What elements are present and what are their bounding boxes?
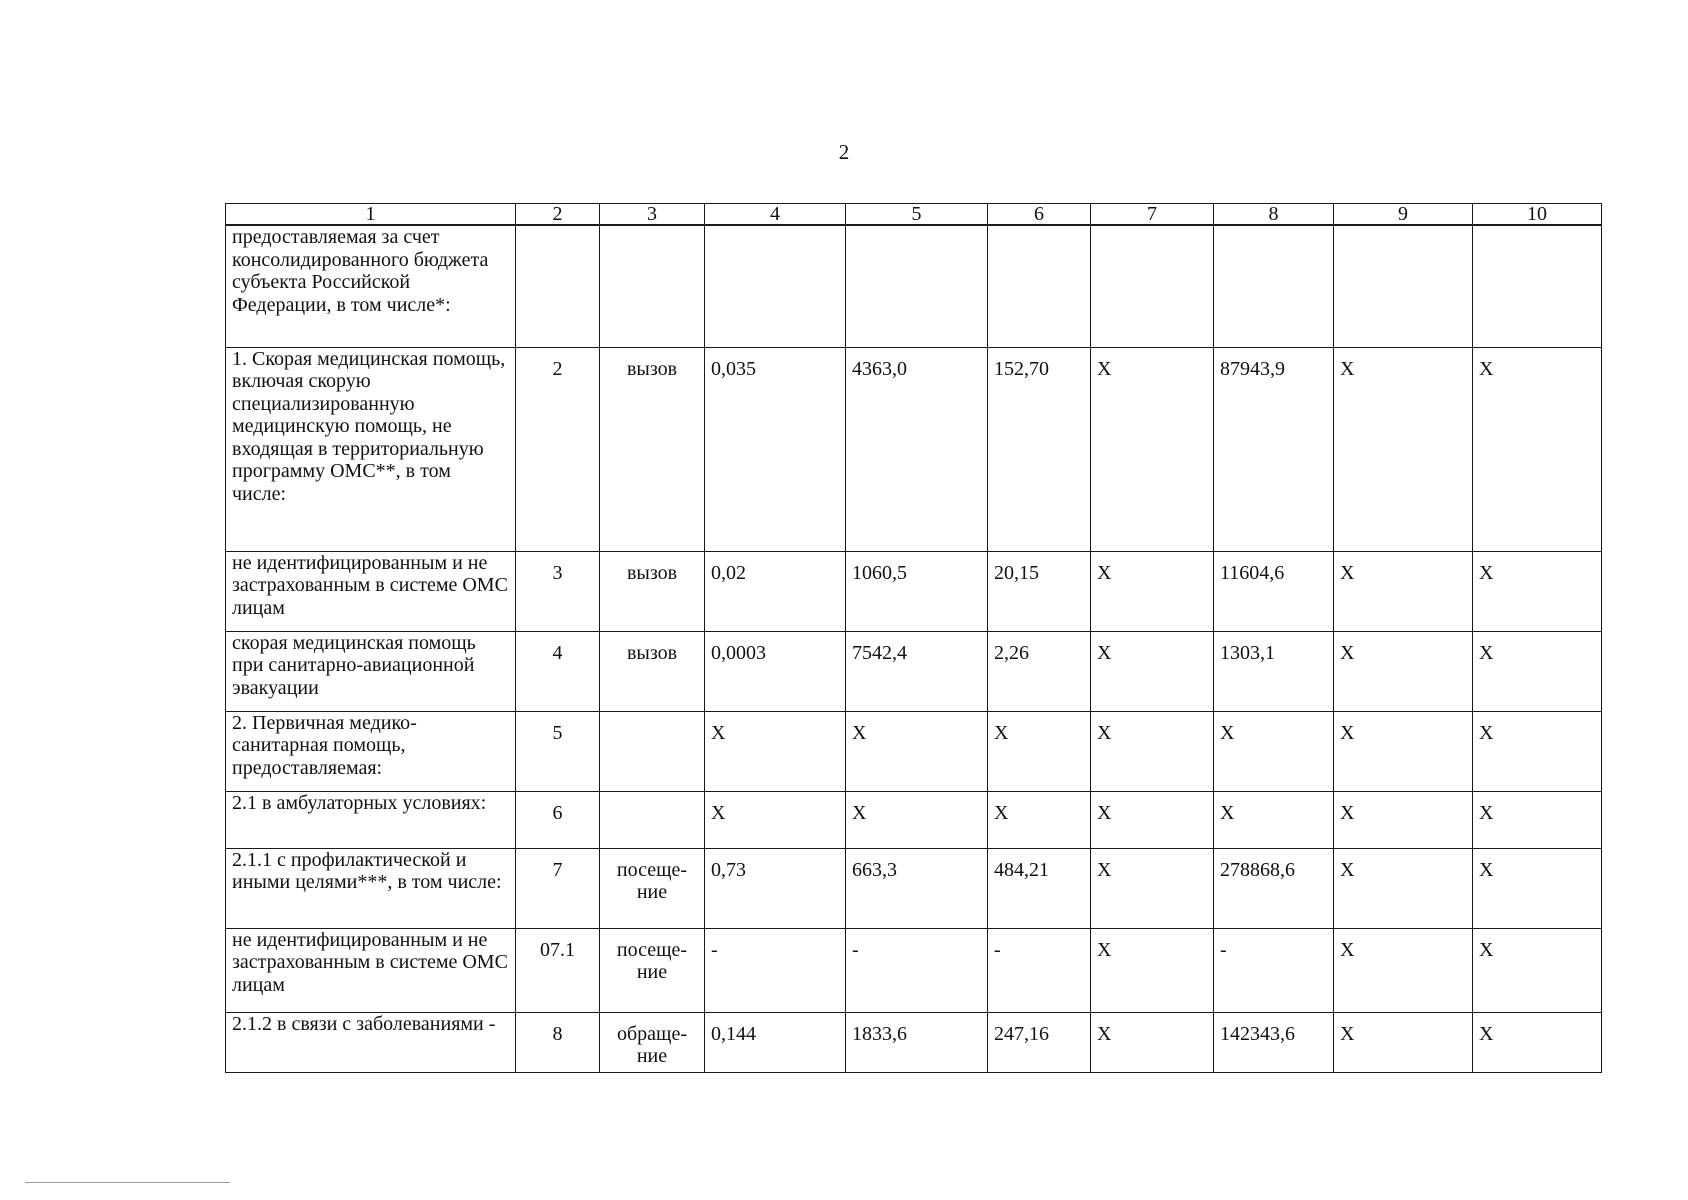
value-cell: X xyxy=(1334,928,1473,1012)
value-cell: 20,15 xyxy=(988,551,1091,631)
row-name-cell: 2.1 в амбулаторных условиях: xyxy=(226,791,516,848)
value-cell: X xyxy=(1334,711,1473,791)
value-cell: 7542,4 xyxy=(846,631,988,711)
value-cell xyxy=(988,225,1091,347)
value-cell: X xyxy=(846,791,988,848)
header-cell: 4 xyxy=(705,204,846,226)
value-cell xyxy=(705,225,846,347)
row-code-cell: 6 xyxy=(516,791,600,848)
row-code-cell xyxy=(516,225,600,347)
table-header-row xyxy=(226,204,1602,226)
row-name-cell: 2.1.1 с профилактической и иными целями***, в том числе: xyxy=(226,848,516,928)
value-cell: X xyxy=(1473,791,1602,848)
unit-cell xyxy=(600,225,705,347)
value-cell: X xyxy=(1091,347,1214,551)
row-name-cell: не идентифицированным и не застрахованным в системе ОМС лицам xyxy=(226,551,516,631)
value-cell: X xyxy=(1334,551,1473,631)
value-cell: X xyxy=(1214,711,1334,791)
value-cell: X xyxy=(1473,551,1602,631)
header-cell: 6 xyxy=(988,204,1091,226)
value-cell: - xyxy=(988,928,1091,1012)
table-row xyxy=(226,551,1602,631)
value-cell: X xyxy=(1334,1012,1473,1072)
value-cell: X xyxy=(1473,1012,1602,1072)
row-name-cell: предоставляемая за счет консолидированного бюджета субъекта Российской Федерации, в том числе*: xyxy=(226,225,516,347)
value-cell: 247,16 xyxy=(988,1012,1091,1072)
header-cell: 9 xyxy=(1334,204,1473,226)
table-row xyxy=(226,631,1602,711)
row-code-cell: 5 xyxy=(516,711,600,791)
header-cell: 2 xyxy=(516,204,600,226)
value-cell xyxy=(1091,225,1214,347)
row-code-cell: 07.1 xyxy=(516,928,600,1012)
value-cell: X xyxy=(1091,551,1214,631)
table-row xyxy=(226,848,1602,928)
table-row xyxy=(226,1012,1602,1072)
unit-cell: посеще-ние xyxy=(600,848,705,928)
value-cell: - xyxy=(846,928,988,1012)
value-cell: 142343,6 xyxy=(1214,1012,1334,1072)
value-cell: X xyxy=(1091,848,1214,928)
table-row xyxy=(226,928,1602,1012)
header-cell: 5 xyxy=(846,204,988,226)
value-cell: X xyxy=(705,711,846,791)
header-cell: 1 xyxy=(226,204,516,226)
unit-cell: посеще-ние xyxy=(600,928,705,1012)
value-cell: X xyxy=(1091,1012,1214,1072)
unit-cell: вызов xyxy=(600,631,705,711)
value-cell: 1060,5 xyxy=(846,551,988,631)
header-cell: 8 xyxy=(1214,204,1334,226)
page-number: 2 xyxy=(838,140,850,164)
value-cell: X xyxy=(1334,631,1473,711)
value-cell: X xyxy=(1334,848,1473,928)
table-row xyxy=(226,225,1602,347)
value-cell xyxy=(1473,225,1602,347)
row-code-cell: 7 xyxy=(516,848,600,928)
value-cell: X xyxy=(1334,347,1473,551)
row-code-cell: 4 xyxy=(516,631,600,711)
value-cell: 11604,6 xyxy=(1214,551,1334,631)
value-cell: X xyxy=(1091,631,1214,711)
value-cell: 663,3 xyxy=(846,848,988,928)
unit-cell: вызов xyxy=(600,551,705,631)
value-cell: 1303,1 xyxy=(1214,631,1334,711)
value-cell: X xyxy=(1091,791,1214,848)
header-cell: 3 xyxy=(600,204,705,226)
value-cell: 4363,0 xyxy=(846,347,988,551)
value-cell: X xyxy=(1334,791,1473,848)
row-code-cell: 3 xyxy=(516,551,600,631)
value-cell: 87943,9 xyxy=(1214,347,1334,551)
row-name-cell: не идентифицированным и не застрахованным в системе ОМС лицам xyxy=(226,928,516,1012)
table-row xyxy=(226,791,1602,848)
data-table xyxy=(225,203,1602,1073)
value-cell: 278868,6 xyxy=(1214,848,1334,928)
value-cell: X xyxy=(1091,928,1214,1012)
row-name-cell: 2. Первичная медико-санитарная помощь, предоставляемая: xyxy=(226,711,516,791)
value-cell: 484,21 xyxy=(988,848,1091,928)
table-row xyxy=(226,711,1602,791)
value-cell: X xyxy=(1473,631,1602,711)
row-name-cell: скорая медицинская помощь при санитарно-авиационной эвакуации xyxy=(226,631,516,711)
value-cell xyxy=(846,225,988,347)
value-cell: X xyxy=(1473,848,1602,928)
table-row xyxy=(226,347,1602,551)
row-name-cell: 2.1.2 в связи с заболеваниями - xyxy=(226,1012,516,1072)
header-cell: 7 xyxy=(1091,204,1214,226)
value-cell: X xyxy=(1091,711,1214,791)
value-cell: 0,035 xyxy=(705,347,846,551)
row-code-cell: 8 xyxy=(516,1012,600,1072)
unit-cell: обраще-ние xyxy=(600,1012,705,1072)
unit-cell xyxy=(600,711,705,791)
header-cell: 10 xyxy=(1473,204,1602,226)
value-cell xyxy=(1214,225,1334,347)
row-name-cell: 1. Скорая медицинская помощь, включая скорую специализированную медицинскую помощь, не входящая в территориальную программу ОМС**, в том числе: xyxy=(226,347,516,551)
value-cell: X xyxy=(1473,711,1602,791)
value-cell xyxy=(1334,225,1473,347)
value-cell: 0,02 xyxy=(705,551,846,631)
value-cell: - xyxy=(705,928,846,1012)
value-cell: X xyxy=(1473,347,1602,551)
value-cell: 152,70 xyxy=(988,347,1091,551)
value-cell: 0,144 xyxy=(705,1012,846,1072)
value-cell: 2,26 xyxy=(988,631,1091,711)
value-cell: X xyxy=(1214,791,1334,848)
value-cell: X xyxy=(988,791,1091,848)
value-cell: X xyxy=(988,711,1091,791)
value-cell: X xyxy=(1473,928,1602,1012)
value-cell: 0,73 xyxy=(705,848,846,928)
value-cell: 1833,6 xyxy=(846,1012,988,1072)
unit-cell xyxy=(600,791,705,848)
row-code-cell: 2 xyxy=(516,347,600,551)
unit-cell: вызов xyxy=(600,347,705,551)
value-cell: - xyxy=(1214,928,1334,1012)
value-cell: X xyxy=(705,791,846,848)
value-cell: X xyxy=(846,711,988,791)
value-cell: 0,0003 xyxy=(705,631,846,711)
scan-divider-line xyxy=(25,1182,230,1183)
